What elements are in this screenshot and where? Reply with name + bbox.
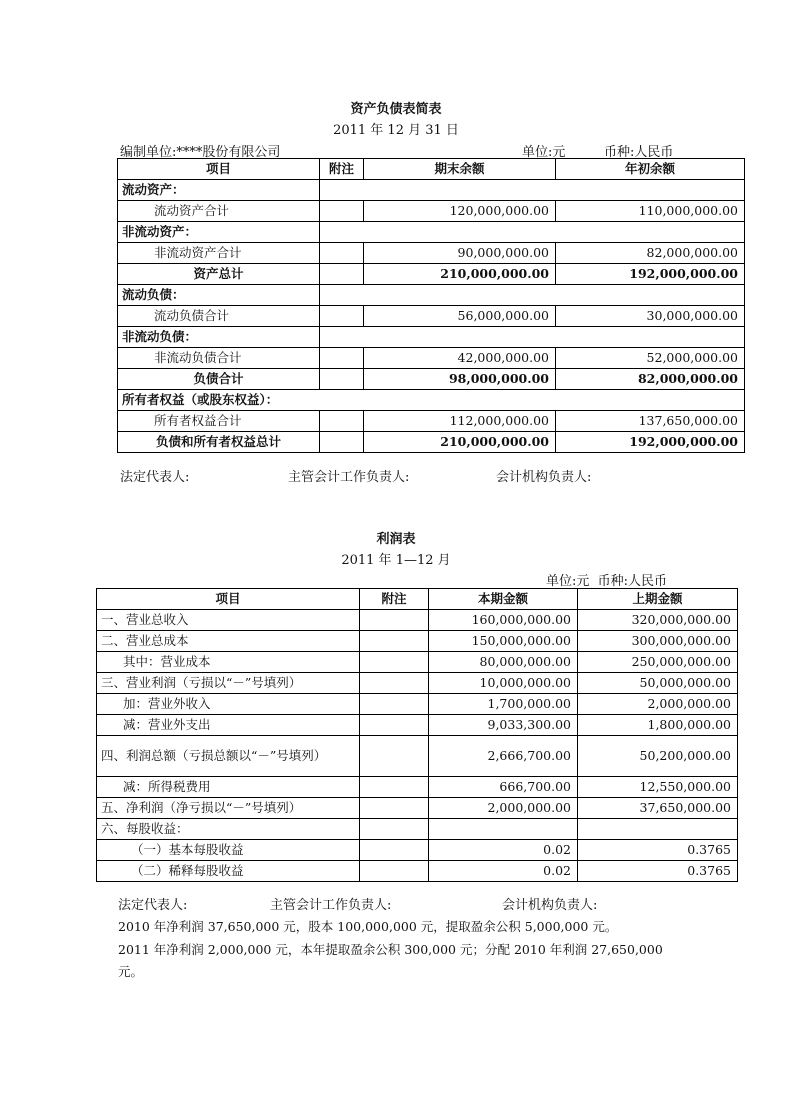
- row-label: 所有者权益合计: [118, 411, 320, 432]
- income-statement-table: [96, 588, 738, 882]
- accounting-supervisor-label: 主管会计工作负责人:: [270, 898, 392, 913]
- header-item: 项目: [118, 159, 320, 180]
- row-label: 流动负债：: [118, 285, 320, 306]
- row-label: 加：营业外收入: [97, 694, 360, 715]
- row-current: 80,000,000.00: [429, 652, 578, 673]
- row-begin: 110,000,000.00: [556, 201, 745, 222]
- table-row: [97, 840, 738, 861]
- row-note: [360, 631, 429, 652]
- row-end: 120,000,000.00: [364, 201, 556, 222]
- row-label: 负债和所有者权益总计: [118, 432, 320, 453]
- row-begin: 192,000,000.00: [556, 264, 745, 285]
- note-line: 元。: [118, 964, 144, 979]
- row-empty: [320, 222, 745, 243]
- row-begin: 82,000,000.00: [556, 243, 745, 264]
- row-begin: 30,000,000.00: [556, 306, 745, 327]
- row-note: [360, 694, 429, 715]
- unit-currency-label: 单位:元 币种:人民币: [546, 574, 668, 589]
- row-label: 其中：营业成本: [97, 652, 360, 673]
- header-note: 附注: [320, 159, 364, 180]
- row-current: 2,000,000.00: [429, 798, 578, 819]
- row-label: 二、营业总成本: [97, 631, 360, 652]
- row-note: [360, 610, 429, 631]
- prepared-by: 编制单位:****股份有限公司: [120, 145, 281, 160]
- row-label: 流动负债合计: [118, 306, 320, 327]
- row-label: 五、净利润（净亏损以“－”号填列）: [97, 798, 360, 819]
- accounting-supervisor-label: 主管会计工作负责人:: [288, 470, 410, 485]
- row-note: [320, 411, 364, 432]
- row-empty: [320, 285, 745, 306]
- row-end: 56,000,000.00: [364, 306, 556, 327]
- note-line: 2010 年净利润 37,650,000 元，股本 100,000,000 元，提取盈余公积 5,000,000 元。: [118, 919, 618, 934]
- row-label: 六、每股收益：: [97, 819, 360, 840]
- table-header-row: [118, 159, 745, 180]
- row-note: [360, 840, 429, 861]
- row-note: [360, 819, 429, 840]
- table-row: [97, 652, 738, 673]
- row-label: （二）稀释每股收益: [97, 861, 360, 882]
- row-prior: 1,800,000.00: [578, 715, 738, 736]
- row-note: [360, 736, 429, 777]
- row-end: 210,000,000.00: [364, 264, 556, 285]
- row-label: 一、营业总收入: [97, 610, 360, 631]
- row-label: 流动资产：: [118, 180, 320, 201]
- unit-label: 单位:元: [522, 145, 566, 160]
- header-prior-period: 上期金额: [578, 589, 738, 610]
- row-label: 四、利润总额（亏损总额以“－”号填列）: [97, 736, 360, 777]
- row-label: 资产总计: [118, 264, 320, 285]
- row-end: 98,000,000.00: [364, 369, 556, 390]
- table-row: [118, 348, 745, 369]
- row-note: [360, 673, 429, 694]
- row-label: 减：所得税费用: [97, 777, 360, 798]
- header-current-period: 本期金额: [429, 589, 578, 610]
- income-statement-signatures: [0, 894, 792, 914]
- row-note: [360, 715, 429, 736]
- table-row: [118, 390, 745, 411]
- table-row: [97, 819, 738, 840]
- header-item: 项目: [97, 589, 360, 610]
- row-note: [360, 777, 429, 798]
- balance-sheet-date: 2011 年 12 月 31 日: [333, 123, 459, 138]
- table-row: [118, 264, 745, 285]
- table-row: [118, 222, 745, 243]
- table-header-row: [97, 589, 738, 610]
- row-label: 所有者权益（或股东权益）：: [118, 390, 745, 411]
- row-label: 非流动资产：: [118, 222, 320, 243]
- row-prior: 12,550,000.00: [578, 777, 738, 798]
- row-end: 112,000,000.00: [364, 411, 556, 432]
- row-label: 非流动资产合计: [118, 243, 320, 264]
- row-current: 666,700.00: [429, 777, 578, 798]
- row-prior: 250,000,000.00: [578, 652, 738, 673]
- row-current: 150,000,000.00: [429, 631, 578, 652]
- row-prior: 300,000,000.00: [578, 631, 738, 652]
- row-end: 90,000,000.00: [364, 243, 556, 264]
- accounting-head-label: 会计机构负责人:: [502, 898, 598, 913]
- table-row: [118, 306, 745, 327]
- row-end: 42,000,000.00: [364, 348, 556, 369]
- row-prior: 320,000,000.00: [578, 610, 738, 631]
- table-row: [118, 201, 745, 222]
- row-note: [320, 264, 364, 285]
- legal-representative-label: 法定代表人:: [120, 470, 190, 485]
- row-label: 非流动负债：: [118, 327, 320, 348]
- balance-sheet-title: 资产负债表简表: [350, 102, 442, 117]
- table-row: [118, 243, 745, 264]
- header-begin-balance: 年初余额: [556, 159, 745, 180]
- row-current: 0.02: [429, 861, 578, 882]
- row-end: 210,000,000.00: [364, 432, 556, 453]
- currency-label: 币种:人民币: [604, 145, 674, 160]
- table-row: [97, 777, 738, 798]
- table-row: [118, 285, 745, 306]
- row-prior: 50,000,000.00: [578, 673, 738, 694]
- row-begin: 52,000,000.00: [556, 348, 745, 369]
- row-begin: 82,000,000.00: [556, 369, 745, 390]
- row-note: [360, 652, 429, 673]
- table-row: [118, 180, 745, 201]
- table-row: [118, 411, 745, 432]
- row-label: （一）基本每股收益: [97, 840, 360, 861]
- note-line: 2011 年净利润 2,000,000 元，本年提取盈余公积 300,000 元；分配 2010 年利润 27,650,000: [118, 942, 663, 957]
- row-label: 流动资产合计: [118, 201, 320, 222]
- header-end-balance: 期末余额: [364, 159, 556, 180]
- income-statement-date: 2011 年 1—12 月: [341, 553, 451, 568]
- header-note: 附注: [360, 589, 429, 610]
- row-note: [320, 369, 364, 390]
- row-prior: [578, 819, 738, 840]
- row-current: 1,700,000.00: [429, 694, 578, 715]
- row-begin: 192,000,000.00: [556, 432, 745, 453]
- table-row: [97, 610, 738, 631]
- row-empty: [320, 180, 745, 201]
- row-note: [320, 306, 364, 327]
- row-current: 9,033,300.00: [429, 715, 578, 736]
- row-prior: 50,200,000.00: [578, 736, 738, 777]
- row-current: 0.02: [429, 840, 578, 861]
- balance-sheet-signatures: [0, 466, 792, 486]
- table-row: [118, 369, 745, 390]
- legal-representative-label: 法定代表人:: [118, 898, 188, 913]
- row-label: 非流动负债合计: [118, 348, 320, 369]
- table-row: [97, 861, 738, 882]
- balance-sheet-table: [117, 158, 745, 453]
- row-current: 10,000,000.00: [429, 673, 578, 694]
- row-empty: [320, 327, 745, 348]
- row-prior: 0.3765: [578, 861, 738, 882]
- table-row: [118, 327, 745, 348]
- row-prior: 37,650,000.00: [578, 798, 738, 819]
- accounting-head-label: 会计机构负责人:: [496, 470, 592, 485]
- row-note: [360, 798, 429, 819]
- table-row: [97, 694, 738, 715]
- row-label: 减：营业外支出: [97, 715, 360, 736]
- table-row: [97, 798, 738, 819]
- row-prior: 2,000,000.00: [578, 694, 738, 715]
- table-row: [97, 736, 738, 777]
- row-label: 三、营业利润（亏损以“－”号填列）: [97, 673, 360, 694]
- row-note: [320, 432, 364, 453]
- table-row: [97, 715, 738, 736]
- table-row: [97, 673, 738, 694]
- table-row: [97, 631, 738, 652]
- row-note: [320, 201, 364, 222]
- row-current: [429, 819, 578, 840]
- row-current: 2,666,700.00: [429, 736, 578, 777]
- table-row: [118, 432, 745, 453]
- row-prior: 0.3765: [578, 840, 738, 861]
- income-statement-title: 利润表: [376, 532, 416, 547]
- row-begin: 137,650,000.00: [556, 411, 745, 432]
- row-current: 160,000,000.00: [429, 610, 578, 631]
- row-note: [320, 243, 364, 264]
- row-note: [360, 861, 429, 882]
- row-label: 负债合计: [118, 369, 320, 390]
- row-note: [320, 348, 364, 369]
